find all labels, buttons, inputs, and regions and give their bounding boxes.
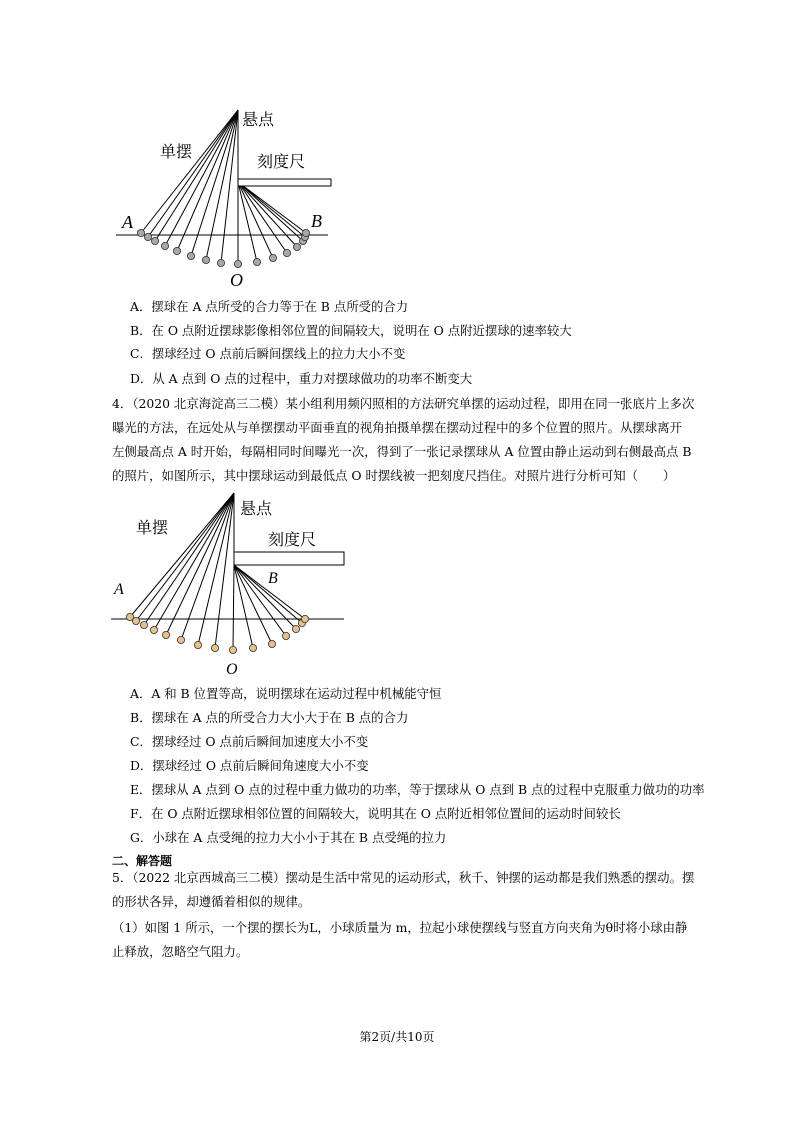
q5-stem-line-3: （1）如图 1 所示，一个摆的摆长为L，小球质量为 m，拉起小球使摆线与竖直方向夹角为θ时将小球由静	[112, 920, 688, 935]
pendulum-ball	[283, 249, 290, 256]
ruler-shape	[238, 179, 331, 186]
pendulum-string	[181, 493, 234, 640]
pendulum-ball	[229, 646, 236, 653]
pendulum-string	[238, 182, 303, 241]
pendulum-string	[141, 110, 238, 233]
label-pendulum: 单摆	[136, 518, 169, 537]
figure-pendulum-2	[108, 488, 348, 680]
pendulum-ball	[132, 617, 139, 624]
pendulum-ball	[217, 259, 224, 266]
label-point-a: A	[114, 581, 124, 598]
pendulum-ball	[249, 644, 256, 651]
pendulum-ball	[253, 258, 260, 265]
pendulum-string	[177, 110, 238, 251]
q5-stem-line-2: 的形状各异，却遵循着相似的规律。	[112, 894, 311, 909]
pendulum-ball	[151, 237, 158, 244]
label-point-o: O	[230, 270, 243, 290]
q5-stem-line-1: 5．（2022 北京西城高三二模）摆动是生活中常见的运动形式，秋千、钟摆的运动都是我们熟悉的摆动。摆	[112, 870, 695, 885]
label-pendulum: 单摆	[160, 142, 193, 161]
label-point-b: B	[268, 570, 278, 587]
pendulum-string	[165, 110, 238, 246]
q4-stem-line-2: 曝光的方法，在远处从与单摆摆动平面垂直的视角拍摄单摆在摆动过程中的多个位置的照片。从摆球离开	[112, 420, 682, 435]
pendulum-string	[238, 182, 287, 253]
pendulum-ball	[211, 644, 218, 651]
pendulum-ball	[234, 260, 241, 267]
pendulum-ball	[301, 615, 308, 622]
pendulum-strings	[141, 110, 306, 264]
q3-option-a: A．摆球在 A 点所受的合力等于在 B 点所受的合力	[130, 299, 409, 314]
q4-stem-line-3: 左侧最高点 A 时开始，每隔相同时间曝光一次，得到了一张记录摆球从 A 位置由静止运动到右侧最高点 B	[112, 444, 692, 459]
page-footer: 第2页/共10页	[359, 1030, 435, 1044]
pendulum-string	[233, 565, 234, 650]
q3-option-d: D．从 A 点到 O 点的过程中，重力对摆球做功的功率不断变大	[130, 371, 473, 386]
pendulum-ball	[292, 625, 299, 632]
pendulum-ball	[161, 242, 168, 249]
pendulum-ball	[194, 641, 201, 648]
figure-pendulum-1	[110, 100, 350, 290]
pendulum-ball	[150, 626, 157, 633]
pendulum-ball	[269, 254, 276, 261]
label-point-b: B	[311, 211, 322, 231]
label-pivot: 悬点	[242, 110, 275, 129]
pendulum-string	[130, 493, 234, 617]
pendulum-ball	[202, 256, 209, 263]
q5-stem-line-4: 止释放，忽略空气阻力。	[112, 944, 249, 959]
pendulum-ball	[173, 247, 180, 254]
label-ruler: 刻度尺	[257, 152, 306, 171]
pendulum-ball	[162, 631, 169, 638]
pendulum-ball	[137, 229, 144, 236]
pendulum-string	[238, 182, 305, 237]
pendulum-ball	[140, 621, 147, 628]
ruler-shape	[234, 552, 344, 565]
label-point-a: A	[122, 212, 133, 232]
pendulum-strings	[130, 493, 305, 650]
pendulum-ball	[293, 243, 300, 250]
label-pivot: 悬点	[240, 499, 273, 518]
q4-option-f: F．在 O 点附近摆球相邻位置的间隔较大，说明其在 O 点附近相邻位置间的运动时间较长	[130, 806, 621, 821]
pendulum-string	[234, 565, 272, 644]
pendulum-ball	[187, 252, 194, 259]
pendulum-ball	[177, 636, 184, 643]
q4-option-c: C．摆球经过 O 点前后瞬间加速度大小不变	[130, 734, 369, 749]
q4-option-g: G．小球在 A 点受绳的拉力大小小于其在 B 点受绳的拉力	[130, 830, 447, 845]
pendulum-string	[238, 182, 297, 247]
q4-option-d: D．摆球经过 O 点前后瞬间角速度大小不变	[130, 758, 369, 773]
pendulum-ball	[268, 640, 275, 647]
pendulum-string	[238, 182, 273, 258]
section-title: 二、解答题	[112, 854, 173, 868]
q4-stem-line-4: 的照片，如图所示，其中摆球运动到最低点 O 时摆线被一把刻度尺挡住。对照片进行分析可知（ ）	[112, 468, 676, 483]
q4-option-a: A．A 和 B 位置等高，说明摆球在运动过程中机械能守恒	[130, 686, 442, 701]
q4-stem-line-1: 4．（2020 北京海淀高三二模）某小组利用频闪照相的方法研究单摆的运动过程，即用在同一张底片上多次	[112, 396, 695, 411]
label-ruler: 刻度尺	[268, 530, 317, 549]
q4-option-b: B．摆球在 A 点的所受合力大小大于在 B 点的合力	[130, 710, 409, 725]
q4-option-e: E．摆球从 A 点到 O 点的过程中重力做功的功率，等于摆球从 O 点到 B 点的过程中克服重力做功的功率	[130, 782, 705, 797]
pendulum-ball	[144, 233, 151, 240]
pendulum-ball	[282, 632, 289, 639]
pendulum-string	[191, 110, 238, 256]
q3-option-b: B．在 O 点附近摆球影像相邻位置的间隔较大，说明在 O 点附近摆球的速率较大	[130, 323, 572, 338]
pendulum-string	[154, 493, 234, 630]
q3-option-c: C．摆球经过 O 点前后瞬间摆线上的拉力大小不变	[130, 346, 406, 361]
pendulum-ball	[302, 229, 309, 236]
label-point-o: O	[226, 661, 238, 678]
pendulum-string	[166, 493, 234, 635]
